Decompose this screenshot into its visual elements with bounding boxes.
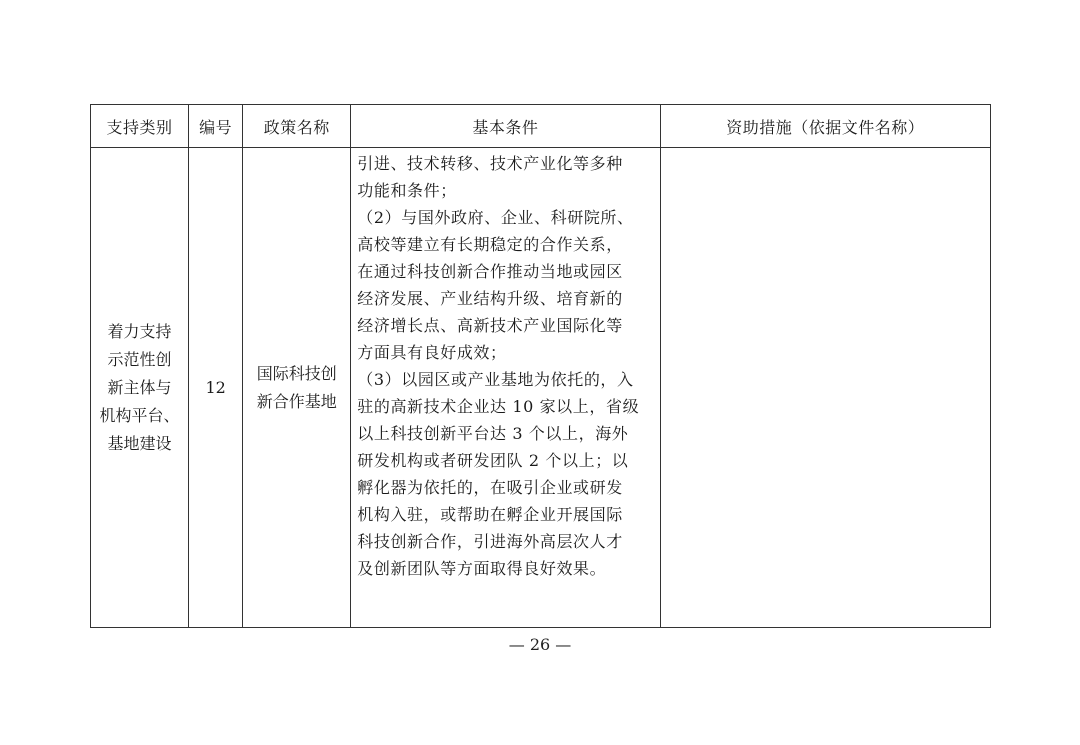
table-header-row <box>91 105 991 148</box>
header-funding: 资助措施（依据文件名称） <box>660 105 990 148</box>
category-cell <box>91 148 189 628</box>
category-line: 着力支持 <box>107 321 172 341</box>
conditions-line: 经济增长点、高新技术产业国际化等 <box>357 316 623 335</box>
conditions-line: （2）与国外政府、企业、科研院所、 <box>357 208 634 227</box>
conditions-line: 机构入驻，或帮助在孵企业开展国际 <box>357 505 623 524</box>
conditions-cell <box>351 148 660 628</box>
conditions-line: 功能和条件； <box>357 181 457 200</box>
category-line: 机构平台、 <box>99 405 180 425</box>
header-category: 支持类别 <box>91 105 189 148</box>
table-row <box>91 148 991 628</box>
conditions-line: 孵化器为依托的，在吸引企业或研发 <box>357 478 623 497</box>
conditions-line: 以上科技创新平台达 3 个以上，海外 <box>357 424 629 443</box>
header-conditions: 基本条件 <box>351 105 660 148</box>
conditions-line: 在通过科技创新合作推动当地或园区 <box>357 262 623 281</box>
conditions-line: 引进、技术转移、技术产业化等多种 <box>357 154 623 173</box>
header-number: 编号 <box>189 105 243 148</box>
conditions-line: 高校等建立有长期稳定的合作关系， <box>357 235 623 254</box>
conditions-line: 及创新团队等方面取得良好效果。 <box>357 559 607 578</box>
page-number: — 26 — <box>508 635 572 654</box>
policy-name-line: 新合作基地 <box>256 391 337 411</box>
header-policy-name: 政策名称 <box>243 105 351 148</box>
policy-name-line: 国际科技创 <box>256 363 337 383</box>
category-line: 示范性创 <box>107 349 172 369</box>
policy-table <box>90 104 991 628</box>
category-line: 新主体与 <box>107 377 172 397</box>
conditions-line: 研发机构或者研发团队 2 个以上；以 <box>357 451 629 470</box>
conditions-line: 方面具有良好成效； <box>357 343 507 362</box>
conditions-line: 经济发展、产业结构升级、培育新的 <box>357 289 623 308</box>
number-cell: 12 <box>189 148 243 628</box>
conditions-line: （3）以园区或产业基地为依托的，入 <box>357 370 634 389</box>
conditions-line: 驻的高新技术企业达 10 家以上，省级 <box>357 397 640 416</box>
funding-cell <box>660 148 990 628</box>
policy-name-cell <box>243 148 351 628</box>
conditions-text <box>351 150 659 582</box>
category-line: 基地建设 <box>107 433 172 453</box>
conditions-line: 科技创新合作，引进海外高层次人才 <box>357 532 623 551</box>
